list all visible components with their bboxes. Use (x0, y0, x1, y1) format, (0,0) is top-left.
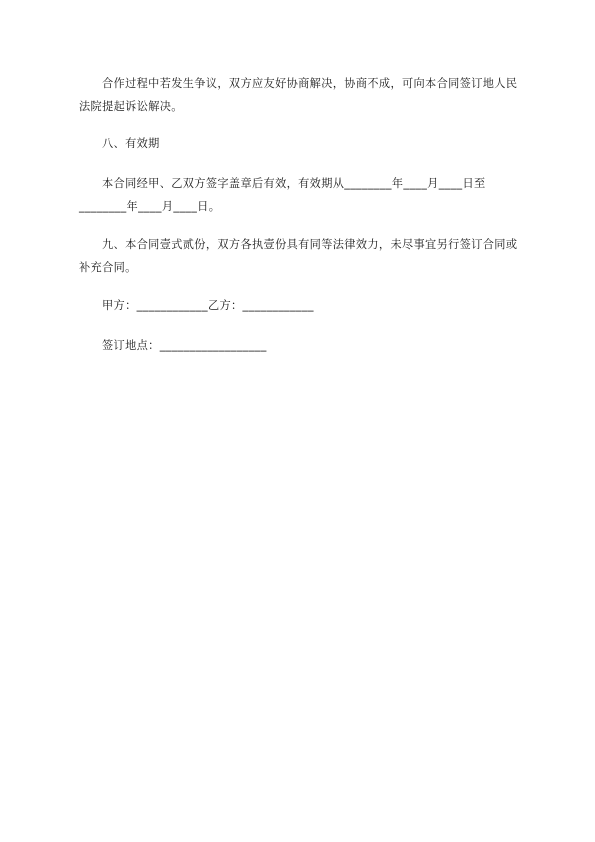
dispute-resolution-paragraph: 合作过程中若发生争议，双方应友好协商解决，协商不成，可向本合同签订地人民法院提起诉讼解决。 (79, 77, 518, 113)
section-8-heading: 八、有效期 (102, 137, 160, 150)
signing-location-line: 签订地点：__________________ (102, 339, 267, 352)
party-signature-line: 甲方：____________乙方：____________ (102, 299, 314, 312)
section-9-paragraph: 九、本合同壹式贰份，双方各执壹份具有同等法律效力，未尽事宜另行签订合同或补充合同。 (79, 238, 518, 274)
validity-period-paragraph: 本合同经甲、乙双方签字盖章后有效，有效期从________年____月____日至________年____月____日。 (79, 177, 486, 213)
